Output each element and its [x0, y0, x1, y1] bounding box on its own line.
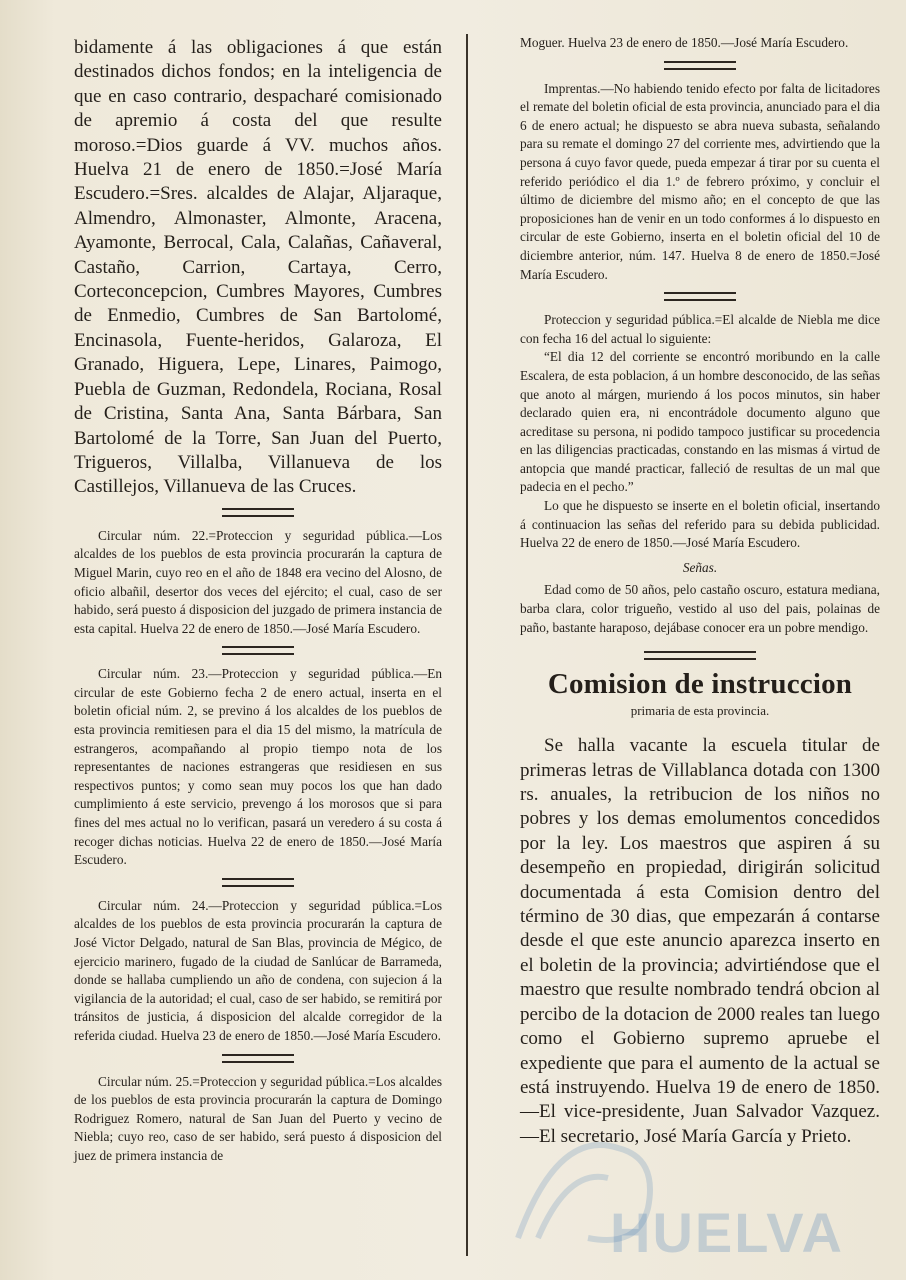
moguer-continuation: Moguer. Huelva 23 de enero de 1850.—José María Escudero.: [520, 35, 849, 50]
senas-description: Edad como de 50 años, pelo castaño oscuro, estatura mediana, barba clara, color trigueño, vestido al uso del pais, polainas de paño, bastante haraposo, dejábase conocer era un pobre mendigo.: [520, 582, 880, 635]
alcaldes-list-paragraph: bidamente á las obligaciones á que están destinados dichos fondos; en la inteligencia de que en caso contrario, despacharé comisionado de apremio á costa del que resulte moroso.=Dios guarde á VV. muchos años. Huelva 21 de enero de 1850.=José María Escudero.=Sres. alcaldes de Alajar, Aljaraque, Almendro, Almonaster, Almonte, Aracena, Ayamonte, Berrocal, Cala, Calañas, Cañaveral, Castaño, Carrion, Cartaya, Cerro, Corteconcepcion, Cumbres Mayores, Cumbres de Enmedio, Cumbres de San Bartolomé, Encinasola, Fuente-heridos, Galaroza, El Granado, Higuera, Lepe, Linares, Paimogo, Puebla de Guzman, Redondela, Rociana, Rosal de Cristina, Santa Ana, Santa Bárbara, San Bartolomé de la Torre, San Juan del Puerto, Trigueros, Villalba, Villanueva de los Castillejos, Villanueva de las Cruces.: [74, 37, 442, 498]
circular-23: Circular núm. 23.—Proteccion y seguridad pública.—En circular de este Gobierno fecha 2 de enero actual, inserta en el boletin oficial núm. 2, se previno á los alcaldes de los pueblos de esta provincia remitiesen para el dia 15 del mismo, la matrícula de estrangeros, acompañando al propio tiempo nota de los representantes de naciones estrangeras que residiesen en sus respectivos puntos; y como sean muy pocos los que han dado cumplimiento á este servicio, prevengo á los morosos que si para fines del mes actual no lo verifican, pasará un veredero á su costa á recoger dichas noticias. Huelva 22 de enero de 1850.—José María Escudero.: [74, 666, 442, 868]
section-divider: [644, 651, 756, 660]
proteccion-quote: “El dia 12 del corriente se encontró moribundo en la calle Escalera, de esta poblacion, á un hombre desconocido, de las señas que anoto al márgen, muriendo á los pocos minutos, sin haber declarado quien era, ni encontrádole documento alguno que acreditase su persona, ni podido tampoco justificar su procedencia en las diligencias practicadas, constando en las mismas á virtud de antopcia que mandé practicar, falleció de resultas de un mal que padecia en el pecho.”: [520, 349, 880, 495]
left-column: [74, 36, 442, 1166]
proteccion-closing: Lo que he dispuesto se inserte en el boletin oficial, insertando á continuacion las señas del referido para su debida publicidad. Huelva 22 de enero de 1850.—José María Escudero.: [520, 498, 880, 551]
section-divider: [222, 646, 294, 655]
comision-heading: Comision de instruccion: [547, 668, 853, 701]
right-column: [520, 34, 880, 1149]
section-divider: [664, 61, 736, 70]
section-divider: [664, 292, 736, 301]
comision-notice: Se halla vacante la escuela titular de primeras letras de Villablanca dotada con 1300 rs. anuales, la retribucion de los niños no pobres y los demas emolumentos concedidos por la ley. Los maestros que aspiren á su desempeño en propiedad, dirigirán solicitud documentada á esta Comision dentro del término de 30 dias, que empezarán á contarse desde el que este anuncio aparezca inserto en el boletin de la provincia; advirtiéndose que el maestro que resulte nombrado tendrá obcion al percibo de la dotacion de 2000 reales tan luego como el Gobierno supremo apruebe el expediente que para el aumento de la actual se está instruyendo. Huelva 19 de enero de 1850.—El vice-presidente, Juan Salvador Vazquez.—El secretario, José María García y Prieto.: [520, 735, 880, 1147]
circular-22: Circular núm. 22.=Proteccion y seguridad pública.—Los alcaldes de los pueblos de esta provincia procurarán la captura de Miguel Marin, cuyo reo en el año de 1848 era vecino del Alosno, de oficio albañil, desertor dos veces del ejército; el cual, caso de ser habido, será puesto á disposicion del juzgado de primera instancia de esta capital. Huelva 22 de enero de 1850.—José María Escudero.: [74, 527, 442, 636]
senas-title: Señas.: [682, 559, 718, 575]
section-divider: [222, 1054, 294, 1063]
imprentas-notice: Imprentas.—No habiendo tenido efecto por falta de licitadores el remate del boletin oficial de esta provincia, anunciado para el dia 6 de enero actual; he dispuesto se abra nueva subasta, señalando para su remate el domingo 27 del corriente mes, advirtiendo que la persona á cuyo favor quede, pueda empezar á tirar por su cuenta el referido periódico el dia 1.º de febrero próximo, y concluir el último de diciembre del mismo año; en el concepto de que las proposiciones han de venir en un todo conformes á lo dispuesto en circular de este Gobierno, inserta en el boletin oficial del 10 de diciembre anterior, núm. 147. Huelva 8 de enero de 1850.=José María Escudero.: [520, 80, 880, 282]
column-divider: [466, 34, 468, 1256]
circular-24: Circular núm. 24.—Proteccion y seguridad pública.=Los alcaldes de los pueblos de esta provincia procurarán la captura de José Victor Delgado, natural de San Blas, provincia de Mégico, de ejercicio marinero, fugado de la ciudad de Sanlúcar de Barrameda, donde se hallaba cumpliendo un año de condena, con sujecion á la vigilancia de la autoridad; el cual, caso de ser habido, se remitirá por tránsitos de justicia, á disposicion del alcalde corregidor de la referida ciudad. Huelva 23 de enero de 1850.—José María Escudero.: [74, 897, 442, 1043]
proteccion-intro: Proteccion y seguridad pública.=El alcalde de Niebla me dice con fecha 16 del actual lo siguiente:: [520, 312, 880, 346]
section-divider: [222, 878, 294, 887]
comision-subheading: primaria de esta provincia.: [630, 703, 770, 719]
section-divider: [222, 508, 294, 517]
watermark-text: HUELVA: [610, 1201, 844, 1264]
circular-25: Circular núm. 25.=Proteccion y seguridad pública.=Los alcaldes de los pueblos de esta provincia procurarán la captura de Domingo Rodriguez Romero, natural de San Juan del Puerto y vecino de Niebla; cuyo reo, caso de ser habido, será puesto á disposicion del juez de primera instancia de: [74, 1073, 442, 1163]
